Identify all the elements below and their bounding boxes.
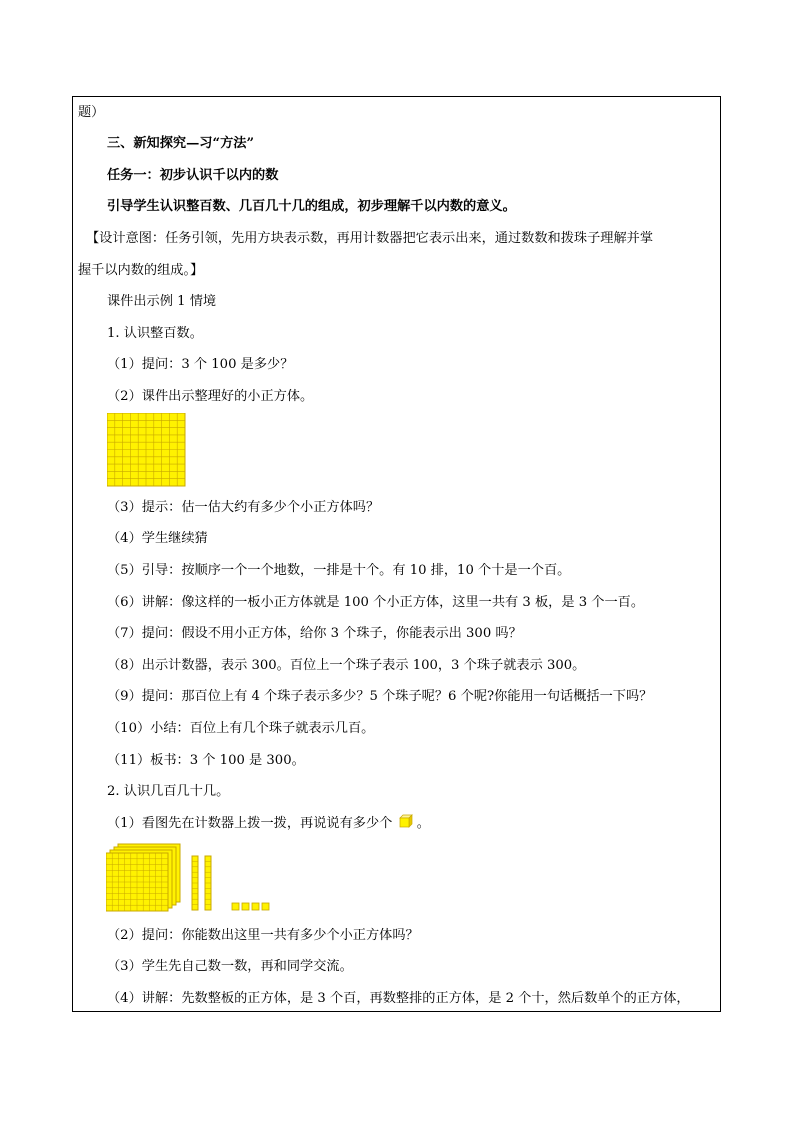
list-item: （3）提示：估一估大约有多少个小正方体吗？ xyxy=(107,500,380,515)
list-item: （4）学生继续猜 xyxy=(107,531,208,546)
list-item: （6）讲解：像这样的一板小正方体就是 100 个小正方体，这里一共有 3 板，是 3 个一百。 xyxy=(107,595,645,610)
list-item: （4）讲解：先数整板的正方体，是 3 个百，再数整排的正方体，是 2 个十，然后数单个的正方体， xyxy=(107,991,690,1006)
subheading-2: 2. 认识几百几十几。 xyxy=(107,784,230,799)
task-description: 引导学生认识整百数、几百几十几的组成，初步理解千以内数的意义。 xyxy=(107,199,516,214)
section-heading: 三、新知探究—习“方法” xyxy=(107,136,255,151)
design-intent-line-2: 握千以内数的组成。】 xyxy=(78,263,204,278)
text-line-continuation: 题） xyxy=(78,105,105,120)
list-item: （5）引导：按顺序一个一个地数，一排是十个。有 10 排，10 个十是一个百。 xyxy=(107,563,571,578)
list-item: （3）学生先自己数一数，再和同学交流。 xyxy=(107,959,353,974)
list-item: （2）课件出示整理好的小正方体。 xyxy=(107,389,314,404)
list-item: （8）出示计数器，表示 300。百位上一个珠子表示 100，3 个珠子就表示 300。 xyxy=(107,658,586,673)
list-item xyxy=(107,814,430,833)
list-item: （11）板书：3 个 100 是 300。 xyxy=(107,753,305,768)
example-intro: 课件出示例 1 情境 xyxy=(107,294,217,309)
list-item: （10）小结：百位上有几个珠子就表示几百。 xyxy=(107,721,375,736)
base-ten-blocks-image xyxy=(106,842,286,912)
design-intent-line-1: 【设计意图：任务引领，先用方块表示数，再用计数器把它表示出来，通过数数和拨珠子理解并掌 xyxy=(86,231,654,246)
list-item: （9）提问：那百位上有 4 个珠子表示多少？5 个珠子呢？6 个呢?你能用一句话概括一下吗？ xyxy=(107,689,653,704)
list-item: （2）提问：你能数出这里一共有多少个小正方体吗？ xyxy=(107,928,419,943)
list-item: （7）提问：假设不用小正方体，给你 3 个珠子，你能表示出 300 吗？ xyxy=(107,626,522,641)
list-item-period: 。 xyxy=(416,816,430,831)
list-item-text: （1）看图先在计数器上拨一拨，再说说有多少个 xyxy=(107,816,393,831)
subheading-1: 1. 认识整百数。 xyxy=(107,326,203,341)
list-item: （1）提问：3 个 100 是多少？ xyxy=(107,357,294,372)
task-heading: 任务一：初步认识千以内的数 xyxy=(107,168,279,183)
small-cube-icon xyxy=(399,814,413,828)
hundred-cube-flat-image xyxy=(107,413,187,488)
